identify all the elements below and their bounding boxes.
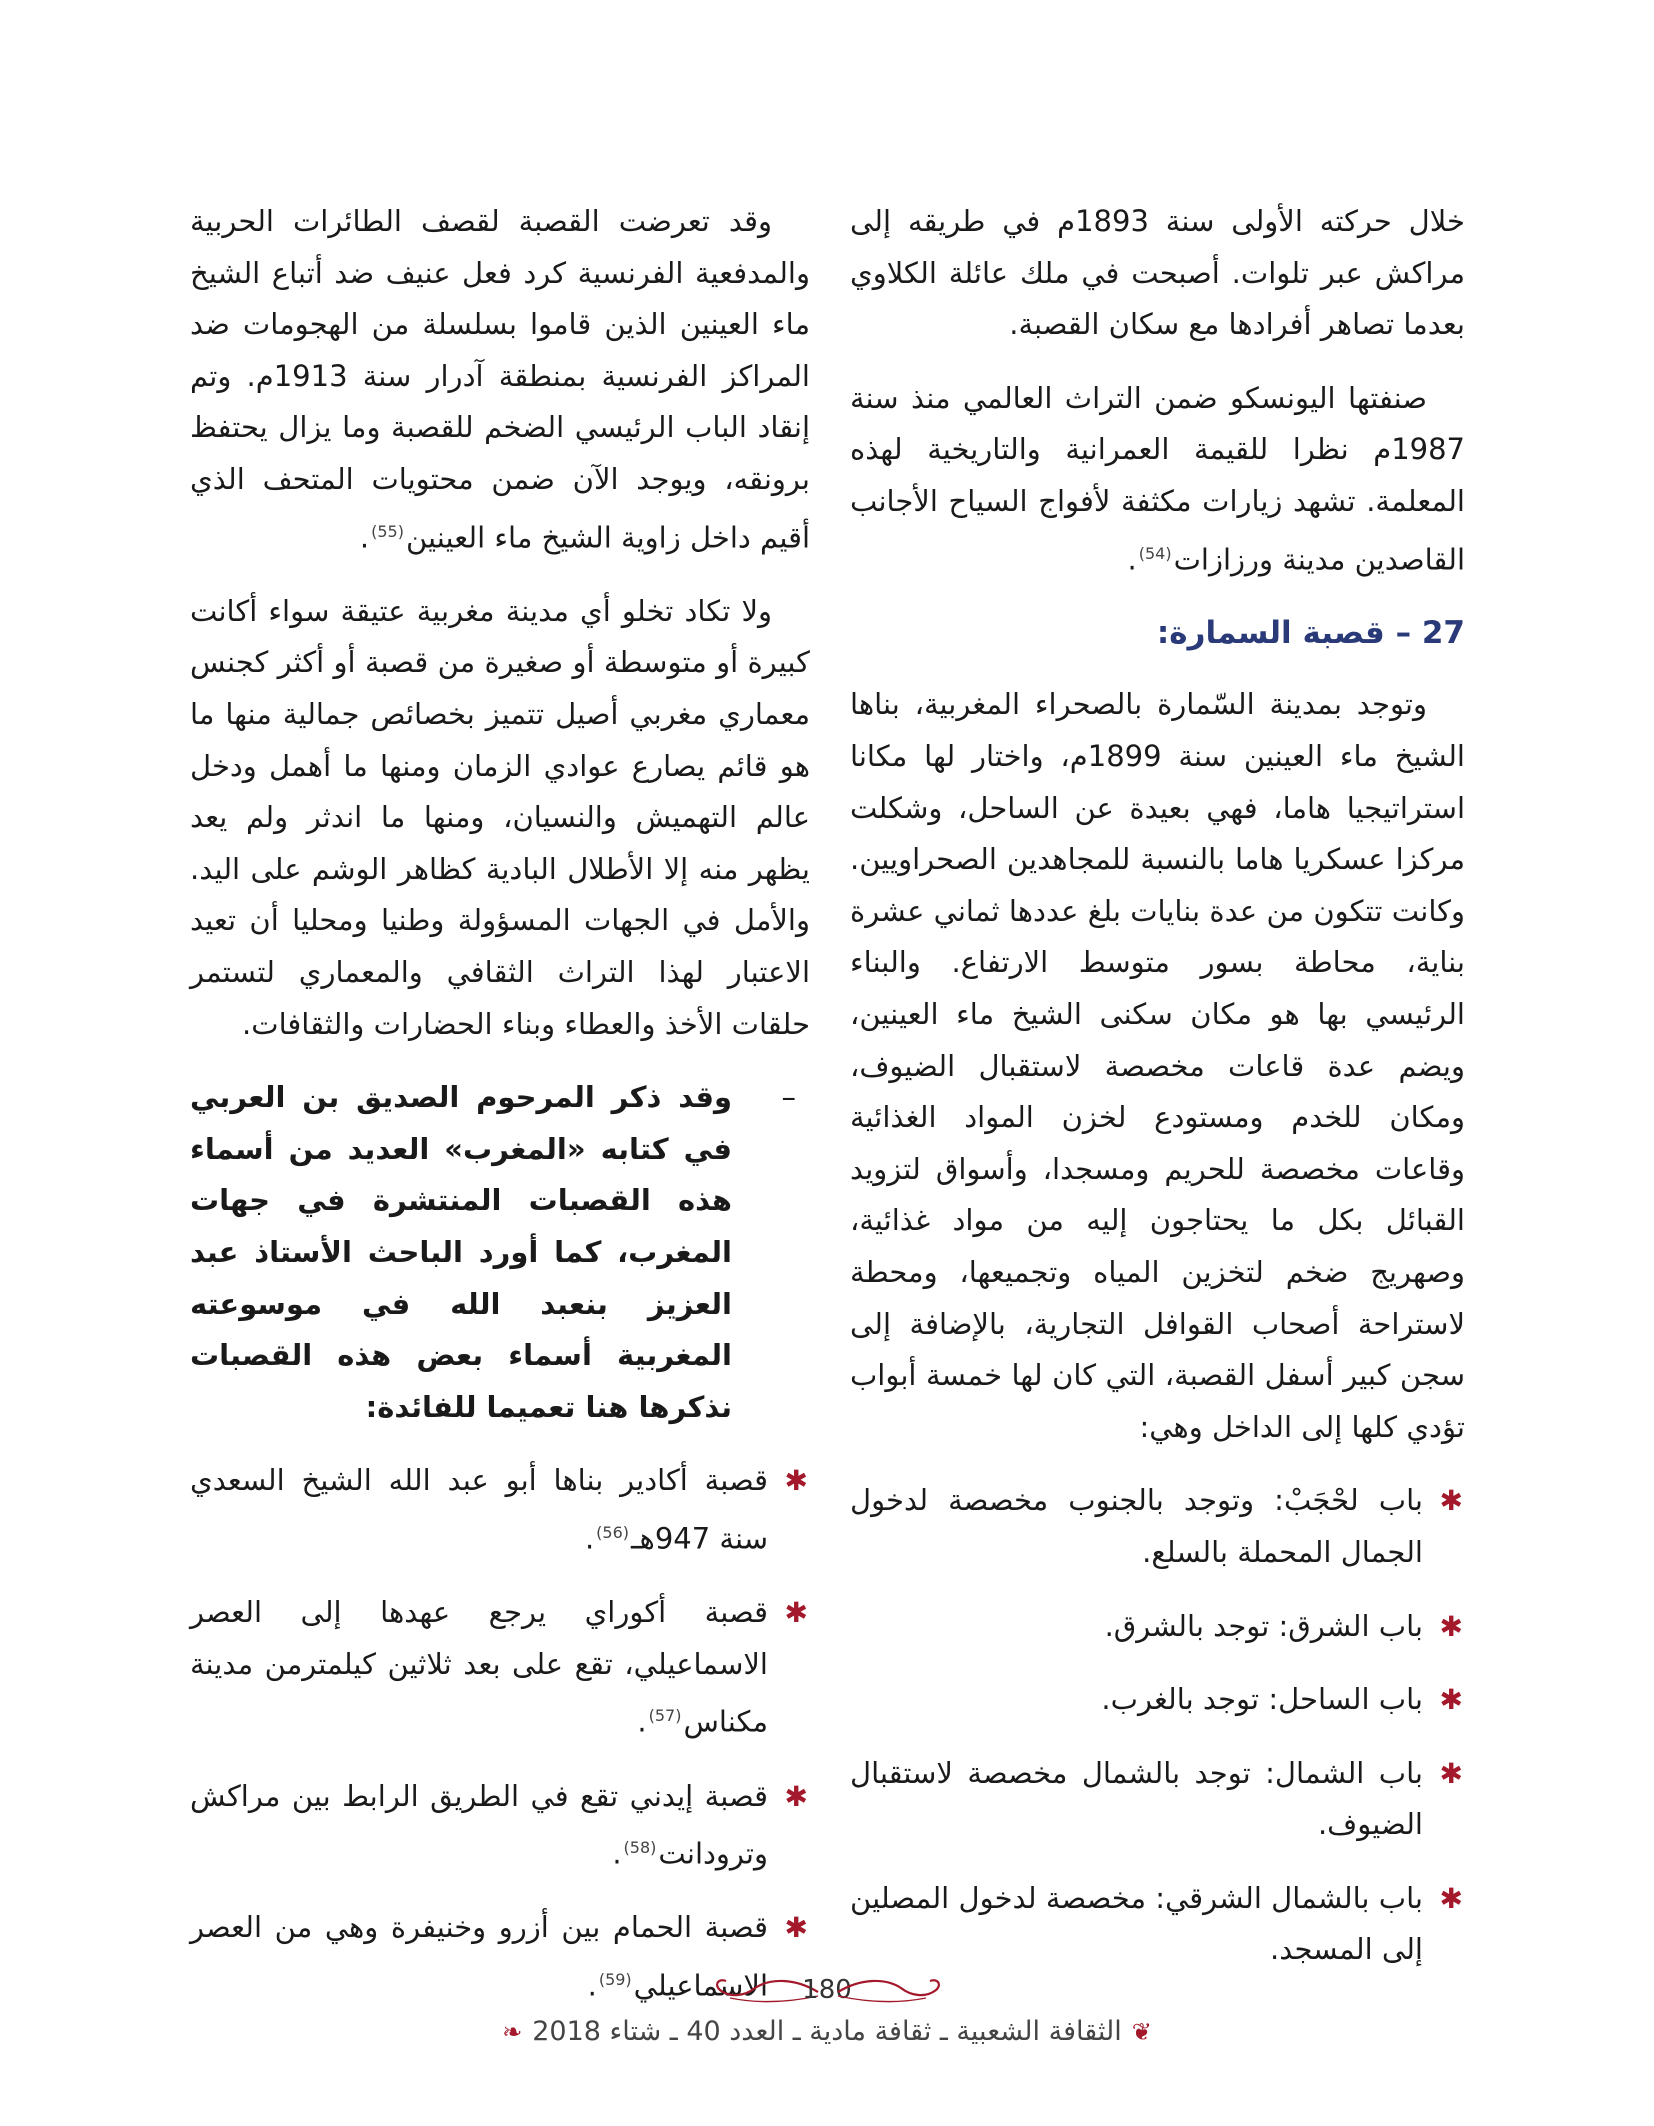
dash-marker: – xyxy=(781,1080,796,1115)
footnote-ref: (55) xyxy=(371,521,404,541)
list-item: ✱ باب الشمال: توجد بالشمال مخصصة لاستقبال الضيوف. xyxy=(850,1748,1465,1851)
list-item: ✱ باب الشرق: توجد بالشرق. xyxy=(850,1601,1465,1653)
right-column xyxy=(850,196,1465,1998)
list-item: ✱ باب لحْجَبْ: وتوجد بالجنوب مخصصة لدخول الجمال المحملة بالسلع. xyxy=(850,1475,1465,1578)
page-number: 180 xyxy=(802,1975,852,2005)
footnote-ref: (58) xyxy=(623,1838,657,1858)
publication-footer xyxy=(0,2016,1654,2047)
star-bullet-icon: ✱ xyxy=(1439,1484,1463,1518)
star-bullet-icon: ✱ xyxy=(784,1464,808,1498)
paragraph: وتوجد بمدينة السّمارة بالصحراء المغربية، بناها الشيخ ماء العينين سنة 1899م، واختار لها مكانا استراتيجيا هاما، فهي بعيدة عن الساحل، وشكلت مركزا عسكريا هاما بالنسبة للمجاهدين الصحراويين. وكانت تتكون من عدة بنايات بلغ عددها ثماني عشرة بناية، محاطة بسور متوسط الارتفاع. والبناء الرئيسي بها هو مكان سكنى الشيخ ماء العينين، ويضم عدة قاعات مخصصة لاستقبال الضيوف، ومكان للخدم ومستودع لخزن المواد الغذائية وقاعات مخصصة للحريم ومسجدا، وأسواق لتزويد القبائل بكل ما يحتاجون إليه من مواد غذائية، وصهريج ضخم لتخزين المياه وتجميعها، ومحطة لاستراحة أصحاب القوافل التجارية، بالإضافة إلى سجن كبير أسفل القصبة، التي كان لها خمسة أبواب تؤدي كلها إلى الداخل وهي: xyxy=(850,687,1465,1444)
leaf-ornament-icon: ❧ xyxy=(502,2018,523,2046)
list-item: ✱ قصبة أكادير بناها أبو عبد الله الشيخ السعدي سنة 947هـ$^{(56)}$. xyxy=(190,1455,810,1565)
star-bullet-icon: ✱ xyxy=(784,1779,808,1813)
paragraph: ولا تكاد تخلو أي مدينة مغربية عتيقة سواء أكانت كبيرة أو متوسطة أو صغيرة من قصبة أو أكثر كجنس معماري مغربي أصيل تتميز بخصائص جمالية منها ما هو قائم يصارع عوادي الزمان ومنها ما أهمل ودخل عالم التهميش والنسيان، ومنها ما اندثر ولم يعد يظهر منه إلا الأطلال البادية كظاهر الوشم على اليد. والأمل في الجهات المسؤولة وطنيا ومحليا أن تعيد الاعتبار لهذا التراث الثقافي والمعماري لتستمر حلقات الأخذ والعطاء وبناء الحضارات والثقافات. xyxy=(190,593,810,1041)
left-column xyxy=(190,196,810,2034)
list-item: ✱ باب بالشمال الشرقي: مخصصة لدخول المصلين إلى المسجد. xyxy=(850,1873,1465,1976)
list-item: ✱ قصبة أكوراي يرجع عهدها إلى العصر الاسماعيلي، تقع على بعد ثلاثين كيلمترمن مدينة مكناس$^{(57)}$. xyxy=(190,1587,810,1748)
star-bullet-icon: ✱ xyxy=(784,1911,808,1945)
paragraph: صنفتها اليونسكو ضمن التراث العالمي منذ سنة 1987م نظرا للقيمة العمرانية والتاريخية لهذه المعلمة. تشهد زيارات مكثفة لأفواج السياح الأجانب القاصدين مدينة ورزازات$^{(54)}$. xyxy=(850,380,1465,577)
leaf-ornament-icon: ❦ xyxy=(1131,2018,1152,2046)
footnote-ref: (59) xyxy=(598,1970,632,1990)
quoted-paragraph: – وقد ذكر المرحوم الصديق بن العربي في كتابه «المغرب» العديد من أسماء هذه القصبات المنتشرة في جهات المغرب، كما أورد الباحث الأستاذ عبد العزيز بنعبد الله في موسوعته المغربية أسماء بعض هذه القصبات نذكرها هنا تعميما للفائدة: xyxy=(190,1072,810,1433)
scroll-ornament-icon xyxy=(836,1972,956,2006)
star-bullet-icon: ✱ xyxy=(1439,1881,1463,1915)
list-item: ✱ قصبة إيدني تقع في الطريق الرابط بين مراكش وترودانت$^{(58)}$. xyxy=(190,1771,810,1881)
list-item: ✱ باب الساحل: توجد بالغرب. xyxy=(850,1674,1465,1726)
section-heading: 27 – قصبة السمارة: xyxy=(1156,614,1465,651)
star-bullet-icon: ✱ xyxy=(784,1596,808,1630)
footnote-ref: (57) xyxy=(648,1706,682,1726)
paragraph: وقد تعرضت القصبة لقصف الطائرات الحربية والمدفعية الفرنسية كرد فعل عنيف ضد أتباع الشيخ ماء العينين الذين قاموا بسلسلة من الهجومات ضد المراكز الفرنسية بمنطقة آدرار سنة 1913م. وتم إنقاد الباب الرئيسي الضخم للقصبة وما يزال يحتفظ برونقه، ويوجد الآن ضمن محتويات المتحف الذي أقيم داخل زاوية الشيخ ماء العينين$^{(55)}$. xyxy=(190,204,810,555)
publication-title: الثقافة الشعبية ـ ثقافة مادية ـ العدد 40 ـ شتاء 2018 xyxy=(532,2016,1122,2047)
footnote-ref: (56) xyxy=(596,1522,630,1542)
star-bullet-icon: ✱ xyxy=(1439,1756,1463,1790)
list-item: ✱ قصبة الحمام بين أزرو وخنيفرة وهي من العصر الاسماعيلي$^{(59)}$. xyxy=(190,1902,810,2012)
star-bullet-icon: ✱ xyxy=(1439,1683,1463,1717)
star-bullet-icon: ✱ xyxy=(1439,1609,1463,1643)
footnote-ref: (54) xyxy=(1138,543,1172,563)
paragraph: خلال حركته الأولى سنة 1893م في طريقه إلى مراكش عبر تلوات. أصبحت في ملك عائلة الكلاوي بعدما تصاهر أفرادها مع سكان القصبة. xyxy=(850,204,1465,342)
